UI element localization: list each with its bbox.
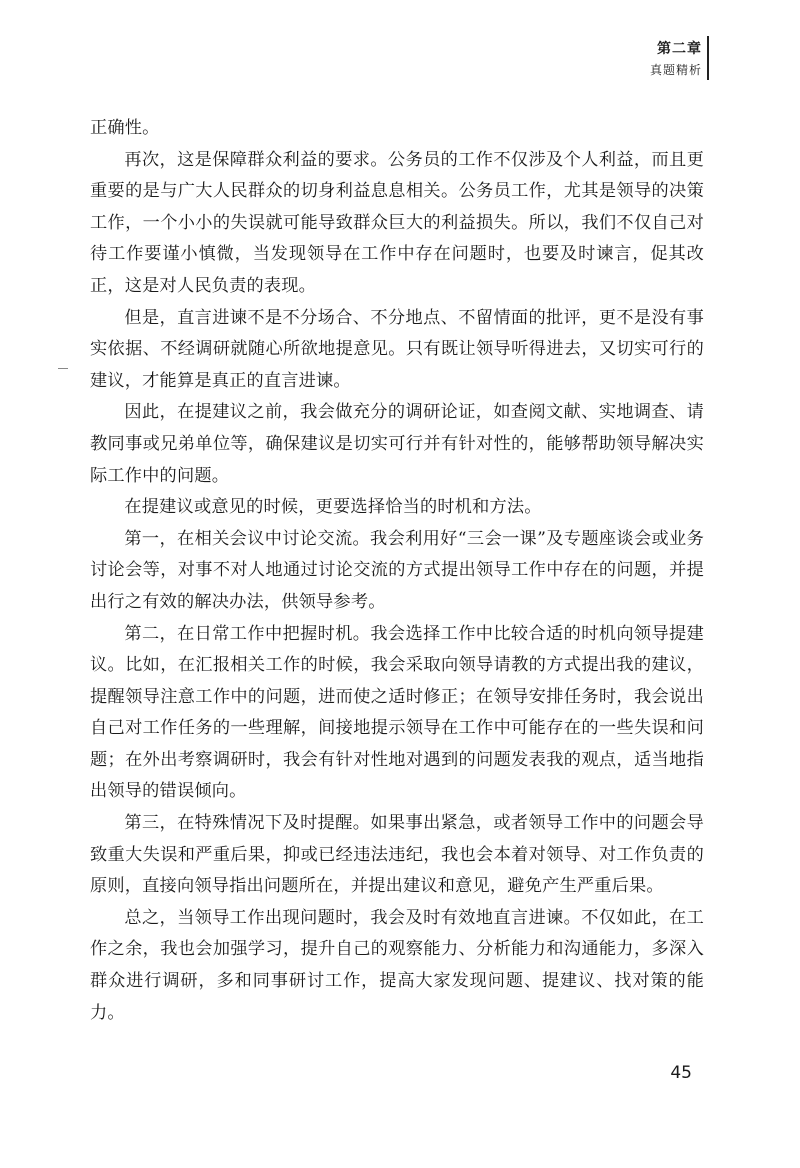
paragraph: 第一，在相关会议中讨论交流。我会利用好“三会一课”及专题座谈会或业务讨论会等，对事不对人地通过讨论交流的方式提出领导工作中存在的问题，并提出行之有效的解决办法，供领导参考。 xyxy=(90,528,704,612)
chapter-title: 第二章 xyxy=(657,41,702,57)
paragraph: 第三，在特殊情况下及时提醒。如果事出紧急，或者领导工作中的问题会导致重大失误和严重后果，抑或已经违法违纪，我也会本着对领导、对工作负责的原则，直接向领导指出问题所在，并提出建议和意见，避免产生严重后果。 xyxy=(90,813,704,897)
paragraph: 但是，直言进谏不是不分场合、不分地点、不留情面的批评，更不是没有事实依据、不经调研就随心所欲地提意见。只有既让领导听得进去，又切实可行的建议，才能算是真正的直言进谏。 xyxy=(90,307,704,391)
paragraph: 第二，在日常工作中把握时机。我会选择工作中比较合适的时机向领导提建议。比如，在汇报相关工作的时候，我会采取向领导请教的方式提出我的建议，提醒领导注意工作中的问题，进而使之适时修正；在领导安排任务时，我会说出自己对工作任务的一些理解，间接地提示领导在工作中可能存在的一些失误和问题；在外出考察调研时，我会有针对性地对遇到的问题发表我的观点，适当地指出领导的错误倾向。 xyxy=(90,623,704,802)
margin-mark xyxy=(58,368,68,369)
page-number: 45 xyxy=(670,1063,692,1083)
paragraph: 因此，在提建议之前，我会做充分的调研论证，如查阅文献、实地调查、请教同事或兄弟单位等，确保建议是切实可行并有针对性的，能够帮助领导解决实际工作中的问题。 xyxy=(90,402,704,486)
paragraph: 在提建议或意见的时候，更要选择恰当的时机和方法。 xyxy=(124,497,542,518)
running-header xyxy=(650,38,702,80)
paragraph: 总之，当领导工作出现问题时，我会及时有效地直言进谏。不仅如此，在工作之余，我也会加强学习，提升自己的观察能力、分析能力和沟通能力，多深入群众进行调研，多和同事研讨工作，提高大家发现问题、提建议、找对策的能力。 xyxy=(90,907,704,1023)
body-text xyxy=(90,113,704,1029)
paragraph: 再次，这是保障群众利益的要求。公务员的工作不仅涉及个人利益，而且更重要的是与广大人民群众的切身利益息息相关。公务员工作，尤其是领导的决策工作，一个小小的失误就可能导致群众巨大的利益损失。所以，我们不仅自己对待工作要谨小慎微，当发现领导在工作中存在问题时，也要及时谏言，促其改正，这是对人民负责的表现。 xyxy=(90,149,704,296)
paragraph-continuation: 正确性。 xyxy=(90,118,160,138)
section-title: 真题精析 xyxy=(649,63,702,77)
header-divider xyxy=(707,36,709,80)
